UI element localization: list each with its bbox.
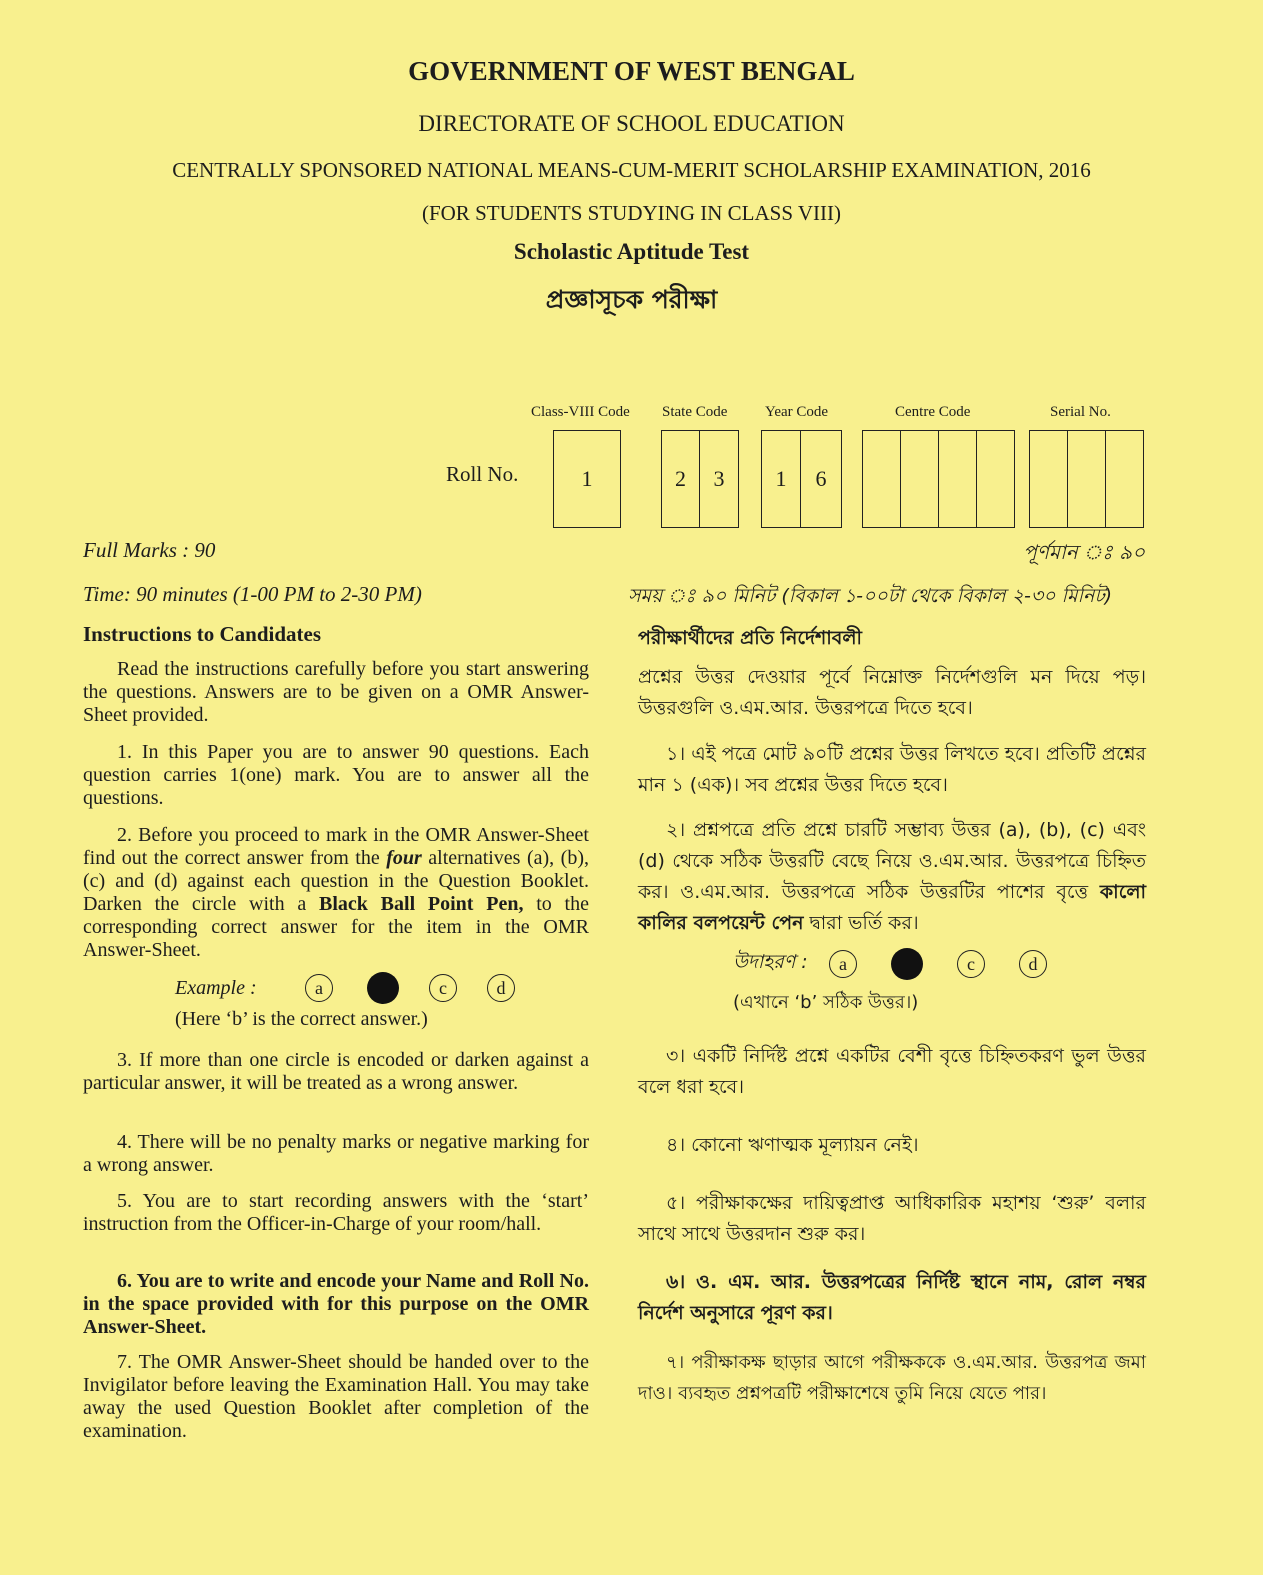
roll-no-label: Roll No. (446, 462, 519, 486)
instruction-2-bn: ২। প্রশ্নপত্রে প্রতি প্রশ্নে চারটি সম্ভাব্য উত্তর (a), (b), (c) এবং (d) থেকে সঠিক উত্তরটি বেছে নিয়ে ও.এম.আর. উত্তরপত্রে চিহ্নিত কর। ও.এম.আর. উত্তরপত্রে সঠিক উত্তরটির পাশের বৃত্তে কালো কালির বলপয়েন্ট পেন দ্বারা ভর্তি কর। (638, 819, 1146, 934)
example-row-en (175, 972, 515, 1004)
class-code-label: Class-VIII Code (531, 404, 630, 420)
emphasis-black-pen-bn: কালো কালির বলপয়েন্ট পেন (638, 881, 1146, 934)
option-circle-d-bn: d (1019, 950, 1047, 978)
centre-code-label: Centre Code (895, 404, 971, 420)
time-bn: সময় ঃ ৯০ মিনিট (বিকাল ১-০০টা থেকে বিকাল ২-৩০ মিনিট) (628, 585, 1113, 607)
option-circle-b-filled-bn (891, 948, 923, 980)
year-code-digit[interactable]: 1 (762, 431, 801, 527)
option-circle-b-filled (367, 972, 399, 1004)
option-circle-d: d (487, 974, 515, 1002)
instruction-1-bn: ১। এই পত্রে মোট ৯০টি প্রশ্নের উত্তর লিখতে হবে। প্রতিটি প্রশ্নের মান ১ (এক)। সব প্রশ্নের উত্তর দিতে হবে। (638, 743, 1146, 796)
class-code-digit[interactable]: 1 (581, 466, 593, 491)
instruction-6-en: 6. You are to write and encode your Name and Roll No. in the space provided with for this purpose on the OMR Answer-Sheet. (83, 1270, 589, 1338)
centre-code-digit[interactable] (939, 431, 977, 527)
instruction-4-en: 4. There will be no penalty marks or negative marking for a wrong answer. (83, 1131, 589, 1176)
header-directorate: DIRECTORATE OF SCHOOL EDUCATION (418, 111, 845, 136)
class-code-boxes (553, 430, 621, 528)
option-circle-a: a (305, 974, 333, 1002)
instruction-3-bn: ৩। একটি নির্দিষ্ট প্রশ্নে একটির বেশী বৃত্তে চিহ্নিতকরণ ভুল উত্তর বলে ধরা হবে। (638, 1045, 1146, 1098)
serial-no-digit[interactable] (1106, 431, 1143, 527)
year-code-label: Year Code (765, 404, 829, 420)
serial-no-digit[interactable] (1030, 431, 1068, 527)
emphasis-four: four (386, 847, 422, 869)
instruction-3-en: 3. If more than one circle is encoded or darken against a particular answer, it will be treated as a wrong answer. (83, 1049, 589, 1094)
header-exam-name: CENTRALLY SPONSORED NATIONAL MEANS-CUM-MERIT SCHOLARSHIP EXAMINATION, 2016 (172, 158, 1091, 182)
centre-code-digit[interactable] (863, 431, 901, 527)
state-code-digit[interactable]: 2 (662, 431, 700, 527)
instruction-5-bn: ৫। পরীক্ষাকক্ষের দায়িত্বপ্রাপ্ত আধিকারিক মহাশয় ‘শুরু’ বলার সাথে সাথে উত্তরদান শুরু কর। (638, 1192, 1146, 1245)
serial-no-label: Serial No. (1050, 404, 1111, 420)
header-government: GOVERNMENT OF WEST BENGAL (408, 56, 855, 86)
full-marks-en: Full Marks : 90 (83, 538, 216, 562)
centre-code-boxes (862, 430, 1015, 528)
instruction-5-en: 5. You are to start recording answers with the ‘start’ instruction from the Officer-in-Charge of your room/hall. (83, 1190, 589, 1235)
state-code-label: State Code (662, 404, 728, 420)
instructions-title-bn: পরীক্ষার্থীদের প্রতি নির্দেশাবলী (638, 627, 862, 649)
instruction-1-en: 1. In this Paper you are to answer 90 questions. Each question carries 1(one) mark. You are to answer all the questions. (83, 741, 589, 809)
example-row-bn (733, 948, 1047, 980)
year-code-boxes (761, 430, 842, 528)
header-class: (FOR STUDENTS STUDYING IN CLASS VIII) (421, 201, 842, 225)
example-label-bn: উদাহরণ : (733, 951, 808, 973)
time-en: Time: 90 minutes (1-00 PM to 2-30 PM) (83, 582, 422, 606)
instructions-title-en: Instructions to Candidates (83, 622, 322, 646)
state-code-boxes (661, 430, 739, 528)
centre-code-digit[interactable] (977, 431, 1014, 527)
centre-code-digit[interactable] (901, 431, 939, 527)
example-label-en: Example : (175, 976, 257, 999)
option-circle-a-bn: a (829, 950, 857, 978)
instructions-intro-bn: প্রশ্নের উত্তর দেওয়ার পূর্বে নিম্নোক্ত নির্দেশগুলি মন দিয়ে পড়। উত্তরগুলি ও.এম.আর. উত্তরপত্রে দিতে হবে। (638, 666, 1146, 719)
example-note-bn: (এখানে ‘b’ সঠিক উত্তর।) (733, 992, 919, 1013)
option-circle-c-bn: c (957, 950, 985, 978)
example-note-en: (Here ‘b’ is the correct answer.) (175, 1008, 428, 1030)
header-test-name-bn: প্রজ্ঞাসূচক পরীক্ষা (545, 285, 718, 314)
instruction-7-en: 7. The OMR Answer-Sheet should be handed over to the Invigilator before leaving the Examination Hall. You may take away the used Question Booklet after completion of the examination. (83, 1351, 589, 1442)
header-test-name: Scholastic Aptitude Test (513, 239, 750, 264)
emphasis-black-ball-point-pen: Black Ball Point Pen, (319, 893, 524, 915)
year-code-digit[interactable]: 6 (815, 466, 827, 491)
instruction-6-bn: ৬। ও. এম. আর. উত্তরপত্রের নির্দিষ্ট স্থানে নাম, রোল নম্বর নির্দেশ অনুসারে পূরণ কর। (638, 1271, 1146, 1324)
instruction-4-bn: ৪। কোনো ঋণাত্মক মূল্যায়ন নেই। (666, 1134, 919, 1156)
serial-no-digit[interactable] (1068, 431, 1106, 527)
option-circle-c: c (429, 974, 457, 1002)
instructions-intro-en: Read the instructions carefully before you start answering the questions. Answers are to be given on a OMR Answer-Sheet provided. (83, 658, 589, 726)
full-marks-bn: পূর্ণমান ঃ ৯০ (1023, 540, 1145, 564)
serial-no-boxes (1029, 430, 1144, 528)
instruction-2-en: 2. Before you proceed to mark in the OMR Answer-Sheet find out the correct answer from the four alternatives (a), (b), (c) and (d) against each question in the Question Booklet. Darken the circle with a Black Ball Point Pen, to the corresponding correct answer for the item in the OMR Answer-Sheet. (83, 824, 589, 961)
state-code-digit[interactable]: 3 (713, 466, 725, 491)
instruction-7-bn: ৭। পরীক্ষাকক্ষ ছাড়ার আগে পরীক্ষককে ও.এম.আর. উত্তরপত্র জমা দাও। ব্যবহৃত প্রশ্নপত্রটি পরীক্ষাশেষে তুমি নিয়ে যেতে পার। (638, 1352, 1146, 1404)
